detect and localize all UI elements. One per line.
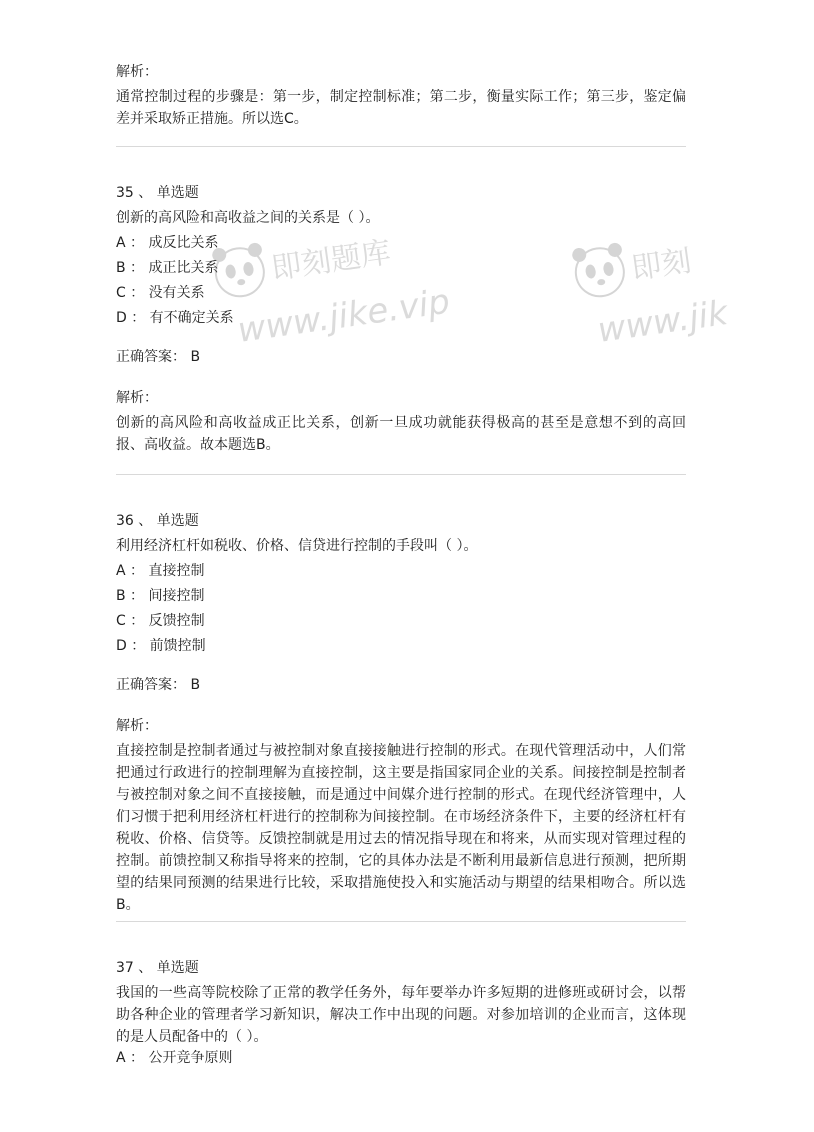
explanation-text: 通常控制过程的步骤是：第一步，制定控制标准；第二步，衡量实际工作；第三步，鉴定偏差并采取矫正措施。所以选C。	[116, 89, 686, 127]
explanation-text: 直接控制是控制者通过与被控制对象直接接触进行控制的形式。在现代管理活动中，人们常把通过行政进行的控制理解为直接控制，这主要是指国家同企业的关系。间接控制是控制者与被控制对象之间不直接接触，而是通过中间媒介进行控制的形式。在现代经济管理中，人们习惯于把利用经济杠杆进行的控制称为间接控制。在市场经济条件下，主要的经济杠杆有税收、价格、信贷等。反馈控制就是用过去的情况指导现在和将来，从而实现对管理过程的控制。前馈控制又称指导将来的控制，它的具体办法是不断利用最新信息进行预测，把所期望的结果同预测的结果进行比较，采取措施使投入和实施活动与期望的结果相吻合。所以选B。	[116, 743, 686, 913]
watermark	[566, 213, 814, 394]
explanation-label: 解析：	[116, 718, 158, 734]
question-stem: 我国的一些高等院校除了正常的教学任务外，每年要举办许多短期的进修班或研讨会，以帮助各种企业的管理者学习新知识，解决工作中出现的问题。对参加培训的企业而言，这体现的是人员配备中的（ ）。	[116, 985, 686, 1045]
correct-answer: 正确答案： B	[116, 677, 201, 693]
section-divider	[116, 474, 686, 475]
explanation-text: 创新的高风险和高收益成正比关系，创新一旦成功就能获得极高的甚至是意想不到的高回报、高收益。故本题选B。	[116, 415, 686, 453]
explanation-label: 解析：	[116, 390, 158, 406]
option-a: A ： 公开竞争原则	[116, 1050, 233, 1066]
question-stem: 利用经济杠杆如税收、价格、信贷进行控制的手段叫（ ）。	[116, 538, 478, 554]
watermark-url: www.jike.vip	[235, 281, 453, 351]
option-c: C ： 反馈控制	[116, 613, 205, 629]
option-d: D ： 前馈控制	[116, 638, 206, 654]
watermark-url: www.jik	[595, 293, 731, 351]
panda-logo-icon	[566, 236, 635, 314]
option-a: A ： 成反比关系	[116, 235, 219, 251]
option-b: B ： 间接控制	[116, 588, 205, 604]
watermark-brand: 即刻题库	[269, 235, 394, 287]
question-header: 35 、 单选题	[116, 185, 199, 201]
option-d: D ： 有不确定关系	[116, 310, 234, 326]
option-b: B ： 成正比关系	[116, 260, 219, 276]
watermark-clip	[560, 228, 731, 378]
question-header: 37 、 单选题	[116, 960, 199, 976]
explanation-label: 解析：	[116, 64, 158, 80]
watermark-brand: 即刻	[629, 243, 694, 287]
question-stem: 创新的高风险和高收益之间的关系是（ ）。	[116, 210, 380, 226]
watermark	[206, 213, 455, 394]
correct-answer: 正确答案： B	[116, 349, 201, 365]
option-c: C ： 没有关系	[116, 285, 205, 301]
question-header: 36 、 单选题	[116, 513, 199, 529]
section-divider	[116, 921, 686, 922]
section-divider	[116, 146, 686, 147]
option-a: A ： 直接控制	[116, 563, 205, 579]
